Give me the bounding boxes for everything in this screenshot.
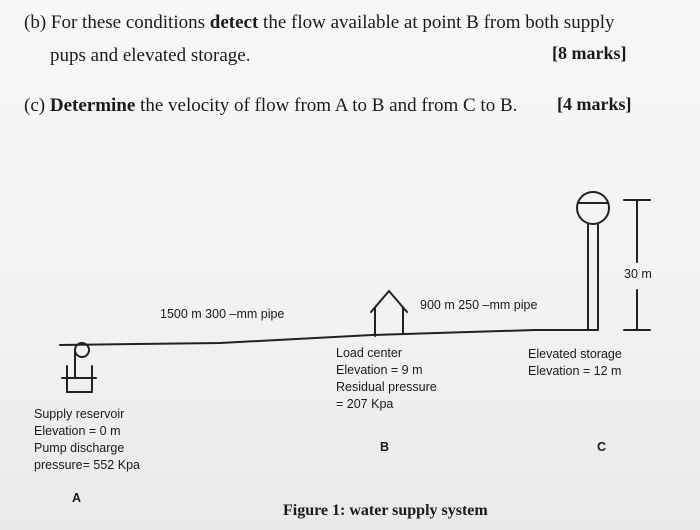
question-b-marks: [8 marks] xyxy=(552,43,627,63)
figure-caption: Figure 1: water supply system xyxy=(283,502,488,519)
elevated-tank-icon xyxy=(577,192,609,330)
reservoir-label-3: Pump discharge xyxy=(34,441,125,455)
question-b-line2: pups and elevated storage. xyxy=(50,45,251,66)
pipe-bc-label: 900 m 250 –mm pipe xyxy=(420,298,538,312)
load-center-label-1: Load center xyxy=(336,346,403,360)
storage-label-1: Elevated storage xyxy=(528,347,622,361)
pump-icon xyxy=(62,343,96,392)
pipe-ab-label: 1500 m 300 –mm pipe xyxy=(160,307,285,321)
load-center-house-icon xyxy=(371,291,407,336)
point-c-label: C xyxy=(597,440,607,454)
reservoir-label-1: Supply reservoir xyxy=(34,407,125,421)
load-center-label-2: Elevation = 9 m xyxy=(336,363,423,377)
reservoir-label-4: pressure= 552 Kpa xyxy=(34,458,140,472)
point-a-label: A xyxy=(72,491,82,505)
point-b-label: B xyxy=(380,440,390,454)
question-b-suffix: the flow available at point B from both supply xyxy=(258,12,615,33)
load-center-label-4: = 207 Kpa xyxy=(336,397,394,411)
question-b-prefix: (b) For these conditions xyxy=(24,12,210,33)
question-c-marks: [4 marks] xyxy=(557,94,632,114)
question-c-keyword: Determine xyxy=(49,95,136,116)
reservoir-label-2: Elevation = 0 m xyxy=(34,424,121,438)
load-center-label-3: Residual pressure xyxy=(336,380,437,394)
question-b-keyword: detect xyxy=(209,12,259,33)
storage-label-2: Elevation = 12 m xyxy=(528,364,622,378)
question-c-suffix: the velocity of flow from A to B and from C to B. xyxy=(135,95,518,116)
question-c-prefix: (c) xyxy=(24,95,50,116)
height-label: 30 m xyxy=(624,267,652,281)
main-pipeline xyxy=(60,330,597,345)
height-dimension-marker xyxy=(624,200,650,330)
